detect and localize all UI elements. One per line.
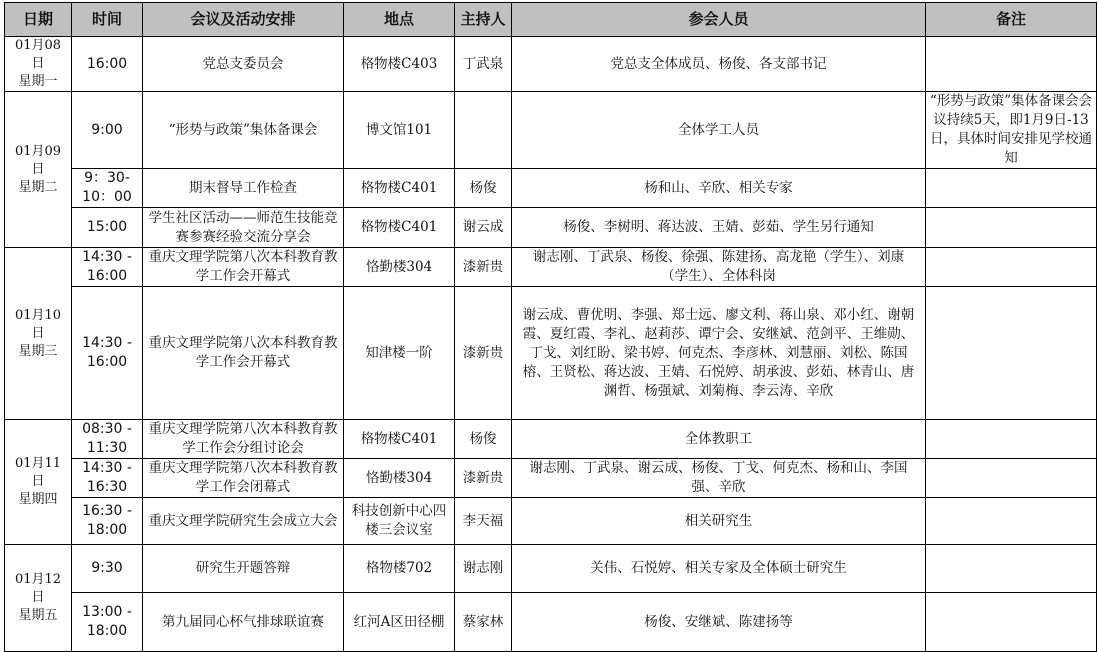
time-cell: 14:30 - 16:00 xyxy=(72,287,143,420)
host-cell: 李天福 xyxy=(455,498,512,545)
location-cell: 格物楼C401 xyxy=(344,169,455,208)
date-text: 01月11日 xyxy=(14,456,62,489)
attendees-cell: 全体学工人员 xyxy=(512,92,926,169)
note-cell xyxy=(926,498,1097,545)
note-cell xyxy=(926,287,1097,420)
activity-cell: 重庆文理学院第八次本科教育教学工作会开幕式 xyxy=(143,248,344,287)
table-row xyxy=(5,37,1097,92)
table-row xyxy=(5,498,1097,545)
attendees-cell: 关伟、石悦婷、相关专家及全体硕士研究生 xyxy=(512,545,926,593)
date-cell xyxy=(5,92,72,248)
header-row xyxy=(5,3,1097,37)
date-text: 01月08日 xyxy=(14,38,62,71)
weekday-text: 星期五 xyxy=(18,608,58,623)
date-cell xyxy=(5,420,72,545)
weekday-text: 星期三 xyxy=(18,343,58,359)
activity-cell: 重庆文理学院第八次本科教育教学工作会分组讨论会 xyxy=(143,420,344,459)
activity-cell: 重庆文理学院第八次本科教育教学工作会开幕式 xyxy=(143,287,344,420)
time-cell: 13:00 - 18:00 xyxy=(72,593,143,652)
note-cell xyxy=(926,37,1097,92)
location-cell: 博文馆101 xyxy=(344,92,455,169)
date-cell xyxy=(5,37,72,92)
table-row xyxy=(5,593,1097,652)
location-cell: 知津楼一阶 xyxy=(344,287,455,420)
date-text: 01月10日 xyxy=(14,307,62,341)
date-text: 01月12日 xyxy=(14,572,62,605)
table-row xyxy=(5,287,1097,420)
note-cell xyxy=(926,593,1097,652)
table-row xyxy=(5,92,1097,169)
note-cell xyxy=(926,248,1097,287)
time-cell: 9:30 xyxy=(72,545,143,593)
attendees-cell: 杨俊、安继斌、陈建扬等 xyxy=(512,593,926,652)
location-cell: 格物楼C401 xyxy=(344,420,455,459)
attendees-cell: 相关研究生 xyxy=(512,498,926,545)
activity-cell: “形势与政策”集体备课会 xyxy=(143,92,344,169)
note-cell xyxy=(926,545,1097,593)
table-row xyxy=(5,169,1097,208)
attendees-cell: 杨俊、李树明、蒋达波、王婧、彭茹、学生另行通知 xyxy=(512,208,926,248)
attendees-cell: 谢云成、曹优明、李强、郑士远、廖文利、蒋山泉、邓小红、谢朝霞、夏红霞、李礼、赵莉莎、谭宁会、安继斌、范剑平、王维勋、丁戈、刘红盼、梁书婷、何克杰、李彦林、刘慧丽、刘松、陈国榕、王贤松、蒋达波、王婧、石悦婷、胡承波、彭茹、林青山、唐渊哲、杨强斌、刘菊梅、李云涛、辛欣 xyxy=(512,287,926,420)
host-cell: 杨俊 xyxy=(455,420,512,459)
location-cell: 格物楼C403 xyxy=(344,37,455,92)
location-cell: 科技创新中心四楼三会议室 xyxy=(344,498,455,545)
schedule-table xyxy=(4,2,1097,652)
attendees-cell: 杨和山、辛欣、相关专家 xyxy=(512,169,926,208)
header-host: 主持人 xyxy=(455,3,512,37)
date-text: 01月09日 xyxy=(14,143,62,177)
location-cell: 红河A区田径棚 xyxy=(344,593,455,652)
location-cell: 格物楼C401 xyxy=(344,208,455,248)
activity-cell: 研究生开题答辩 xyxy=(143,545,344,593)
activity-cell: 第九届同心杯气排球联谊赛 xyxy=(143,593,344,652)
header-location: 地点 xyxy=(344,3,455,37)
date-cell xyxy=(5,545,72,652)
host-cell: 杨俊 xyxy=(455,169,512,208)
note-cell xyxy=(926,420,1097,459)
table-row xyxy=(5,248,1097,287)
host-cell xyxy=(455,92,512,169)
table-row xyxy=(5,420,1097,459)
host-cell: 漆新贵 xyxy=(455,248,512,287)
location-cell: 恪勤楼304 xyxy=(344,248,455,287)
activity-cell: 学生社区活动——师范生技能竞赛参赛经验交流分享会 xyxy=(143,208,344,248)
time-cell: 9:00 xyxy=(72,92,143,169)
host-cell: 漆新贵 xyxy=(455,459,512,498)
header-note: 备注 xyxy=(926,3,1097,37)
weekday-text: 星期二 xyxy=(18,179,58,195)
time-cell: 16:30 - 18:00 xyxy=(72,498,143,545)
date-cell xyxy=(5,248,72,420)
attendees-cell: 谢志刚、丁武泉、杨俊、徐强、陈建扬、高龙艳（学生）、刘康（学生）、全体科岗 xyxy=(512,248,926,287)
weekday-text: 星期一 xyxy=(18,74,58,89)
time-cell: 16:00 xyxy=(72,37,143,92)
header-attendees: 参会人员 xyxy=(512,3,926,37)
time-cell: 08:30 - 11:30 xyxy=(72,420,143,459)
weekday-text: 星期四 xyxy=(18,492,58,507)
table-row xyxy=(5,459,1097,498)
time-cell: 14:30 - 16:00 xyxy=(72,248,143,287)
activity-cell: 重庆文理学院研究生会成立大会 xyxy=(143,498,344,545)
header-activity: 会议及活动安排 xyxy=(143,3,344,37)
note-cell xyxy=(926,169,1097,208)
attendees-cell: 谢志刚、丁武泉、谢云成、杨俊、丁戈、何克杰、杨和山、李国强、辛欣 xyxy=(512,459,926,498)
activity-cell: 党总支委员会 xyxy=(143,37,344,92)
location-cell: 恪勤楼304 xyxy=(344,459,455,498)
table-row xyxy=(5,208,1097,248)
note-cell xyxy=(926,208,1097,248)
time-cell: 15:00 xyxy=(72,208,143,248)
activity-cell: 期末督导工作检查 xyxy=(143,169,344,208)
attendees-cell: 党总支全体成员、杨俊、各支部书记 xyxy=(512,37,926,92)
header-date: 日期 xyxy=(5,3,72,37)
note-cell: “形势与政策”集体备课会会议持续5天，即1月9日-13日，具体时间安排见学校通知 xyxy=(926,92,1097,169)
host-cell: 丁武泉 xyxy=(455,37,512,92)
time-cell: 9：30-10：00 xyxy=(72,169,143,208)
table-row xyxy=(5,545,1097,593)
host-cell: 谢云成 xyxy=(455,208,512,248)
host-cell: 谢志刚 xyxy=(455,545,512,593)
activity-cell: 重庆文理学院第八次本科教育教学工作会闭幕式 xyxy=(143,459,344,498)
header-time: 时间 xyxy=(72,3,143,37)
attendees-cell: 全体教职工 xyxy=(512,420,926,459)
host-cell: 蔡家林 xyxy=(455,593,512,652)
host-cell: 漆新贵 xyxy=(455,287,512,420)
time-cell: 14:30 - 16:30 xyxy=(72,459,143,498)
note-cell xyxy=(926,459,1097,498)
location-cell: 格物楼702 xyxy=(344,545,455,593)
